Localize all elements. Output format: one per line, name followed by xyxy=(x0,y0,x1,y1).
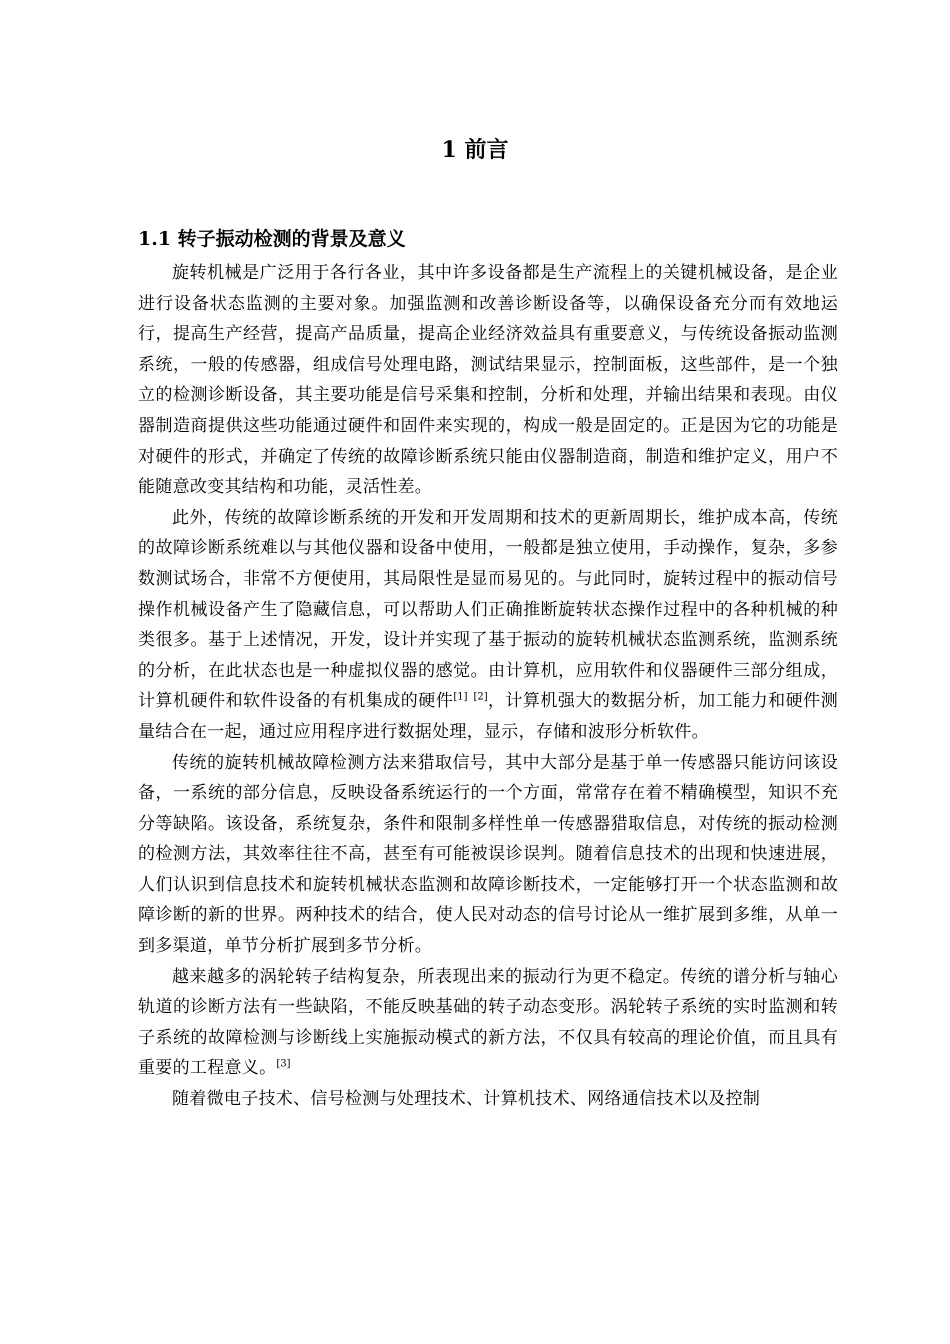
paragraph-4-text: 越来越多的涡轮转子结构复杂，所表现出来的振动行为更不稳定。传统的谱分析与轴心轨道的诊断方法有一些缺陷，不能反映基础的转子动态变形。涡轮转子系统的实时监测和转子系统的故障检测与诊断线上实施振动模式的新方法，不仅具有较高的理论价值，而且具有重要的工程意义。 xyxy=(138,966,838,1079)
paragraph-5: 随着微电子技术、信号检测与处理技术、计算机技术、网络通信技术以及控制 xyxy=(172,1089,761,1110)
section-title: 1.1 转子振动检测的背景及意义 xyxy=(138,228,406,250)
citation-1: [1] xyxy=(453,691,468,703)
citation-2: [2] xyxy=(473,691,488,703)
paragraph-2-text-a: 此外，传统的故障诊断系统的开发和开发周期和技术的更新周期长，维护成本高，传统的故障诊断系统难以与其他仪器和设备中使用，一般都是独立使用，手动操作，复杂，多参数测试场合，非常不方便使用，其局限性是显而易见的。与此同时，旋转过程中的振动信号操作机械设备产生了隐藏信息，可以帮助人们正确推断旋转状态操作过程中的各种机械的种类很多。基于上述情况，开发，设计并实现了基于振动的旋转机械状态监测系统，监测系统的分析，在此状态也是一种虚拟仪器的感觉。由计算机，应用软件和仪器硬件三部分组成，计算机硬件和软件设备的有机集成的硬件 xyxy=(138,507,838,712)
paragraph-1: 旋转机械是广泛用于各行各业，其中许多设备都是生产流程上的关键机械设备，是企业进行设备状态监测的主要对象。加强监测和改善诊断设备等，以确保设备充分而有效地运行，提高生产经营，提高产品质量，提高企业经济效益具有重要意义，与传统设备振动监测系统，一般的传感器，组成信号处理电路，测试结果显示，控制面板，这些部件，是一个独立的检测诊断设备，其主要功能是信号采集和控制，分析和处理，并输出结果和表现。由仪器制造商提供这些功能通过硬件和固件来实现的，构成一般是固定的。正是因为它的功能是对硬件的形式，并确定了传统的故障诊断系统只能由仪器制造商，制造和维护定义，用户不能随意改变其结构和功能，灵活性差。 xyxy=(138,263,838,498)
citation-3: [3] xyxy=(276,1058,291,1070)
paragraph-4 xyxy=(138,962,838,1084)
body-text xyxy=(138,258,838,1115)
paragraph-3: 传统的旋转机械故障检测方法来猎取信号，其中大部分是基于单一传感器只能访问该设备，一系统的部分信息，反映设备系统运行的一个方面，常常存在着不精确模型，知识不充分等缺陷。该设备，系统复杂，条件和限制多样性单一传感器猎取信息，对传统的振动检测的检测方法，其效率往往不高，甚至有可能被误诊误判。随着信息技术的出现和快速进展，人们认识到信息技术和旋转机械状态监测和故障诊断技术，一定能够打开一个状态监测和故障诊断的新的世界。两种技术的结合，使人民对动态的信号讨论从一维扩展到多维，从单一到多渠道，单节分析扩展到多节分析。 xyxy=(138,752,838,957)
paragraph-2 xyxy=(138,503,838,748)
chapter-title: 1 前言 xyxy=(441,137,509,163)
paragraph-2-text-b: ，计算机强大的数据分析，加工能力和硬件测量结合在一起，通过应用程序进行数据处理，显示，存储和波形分析软件。 xyxy=(138,691,838,742)
